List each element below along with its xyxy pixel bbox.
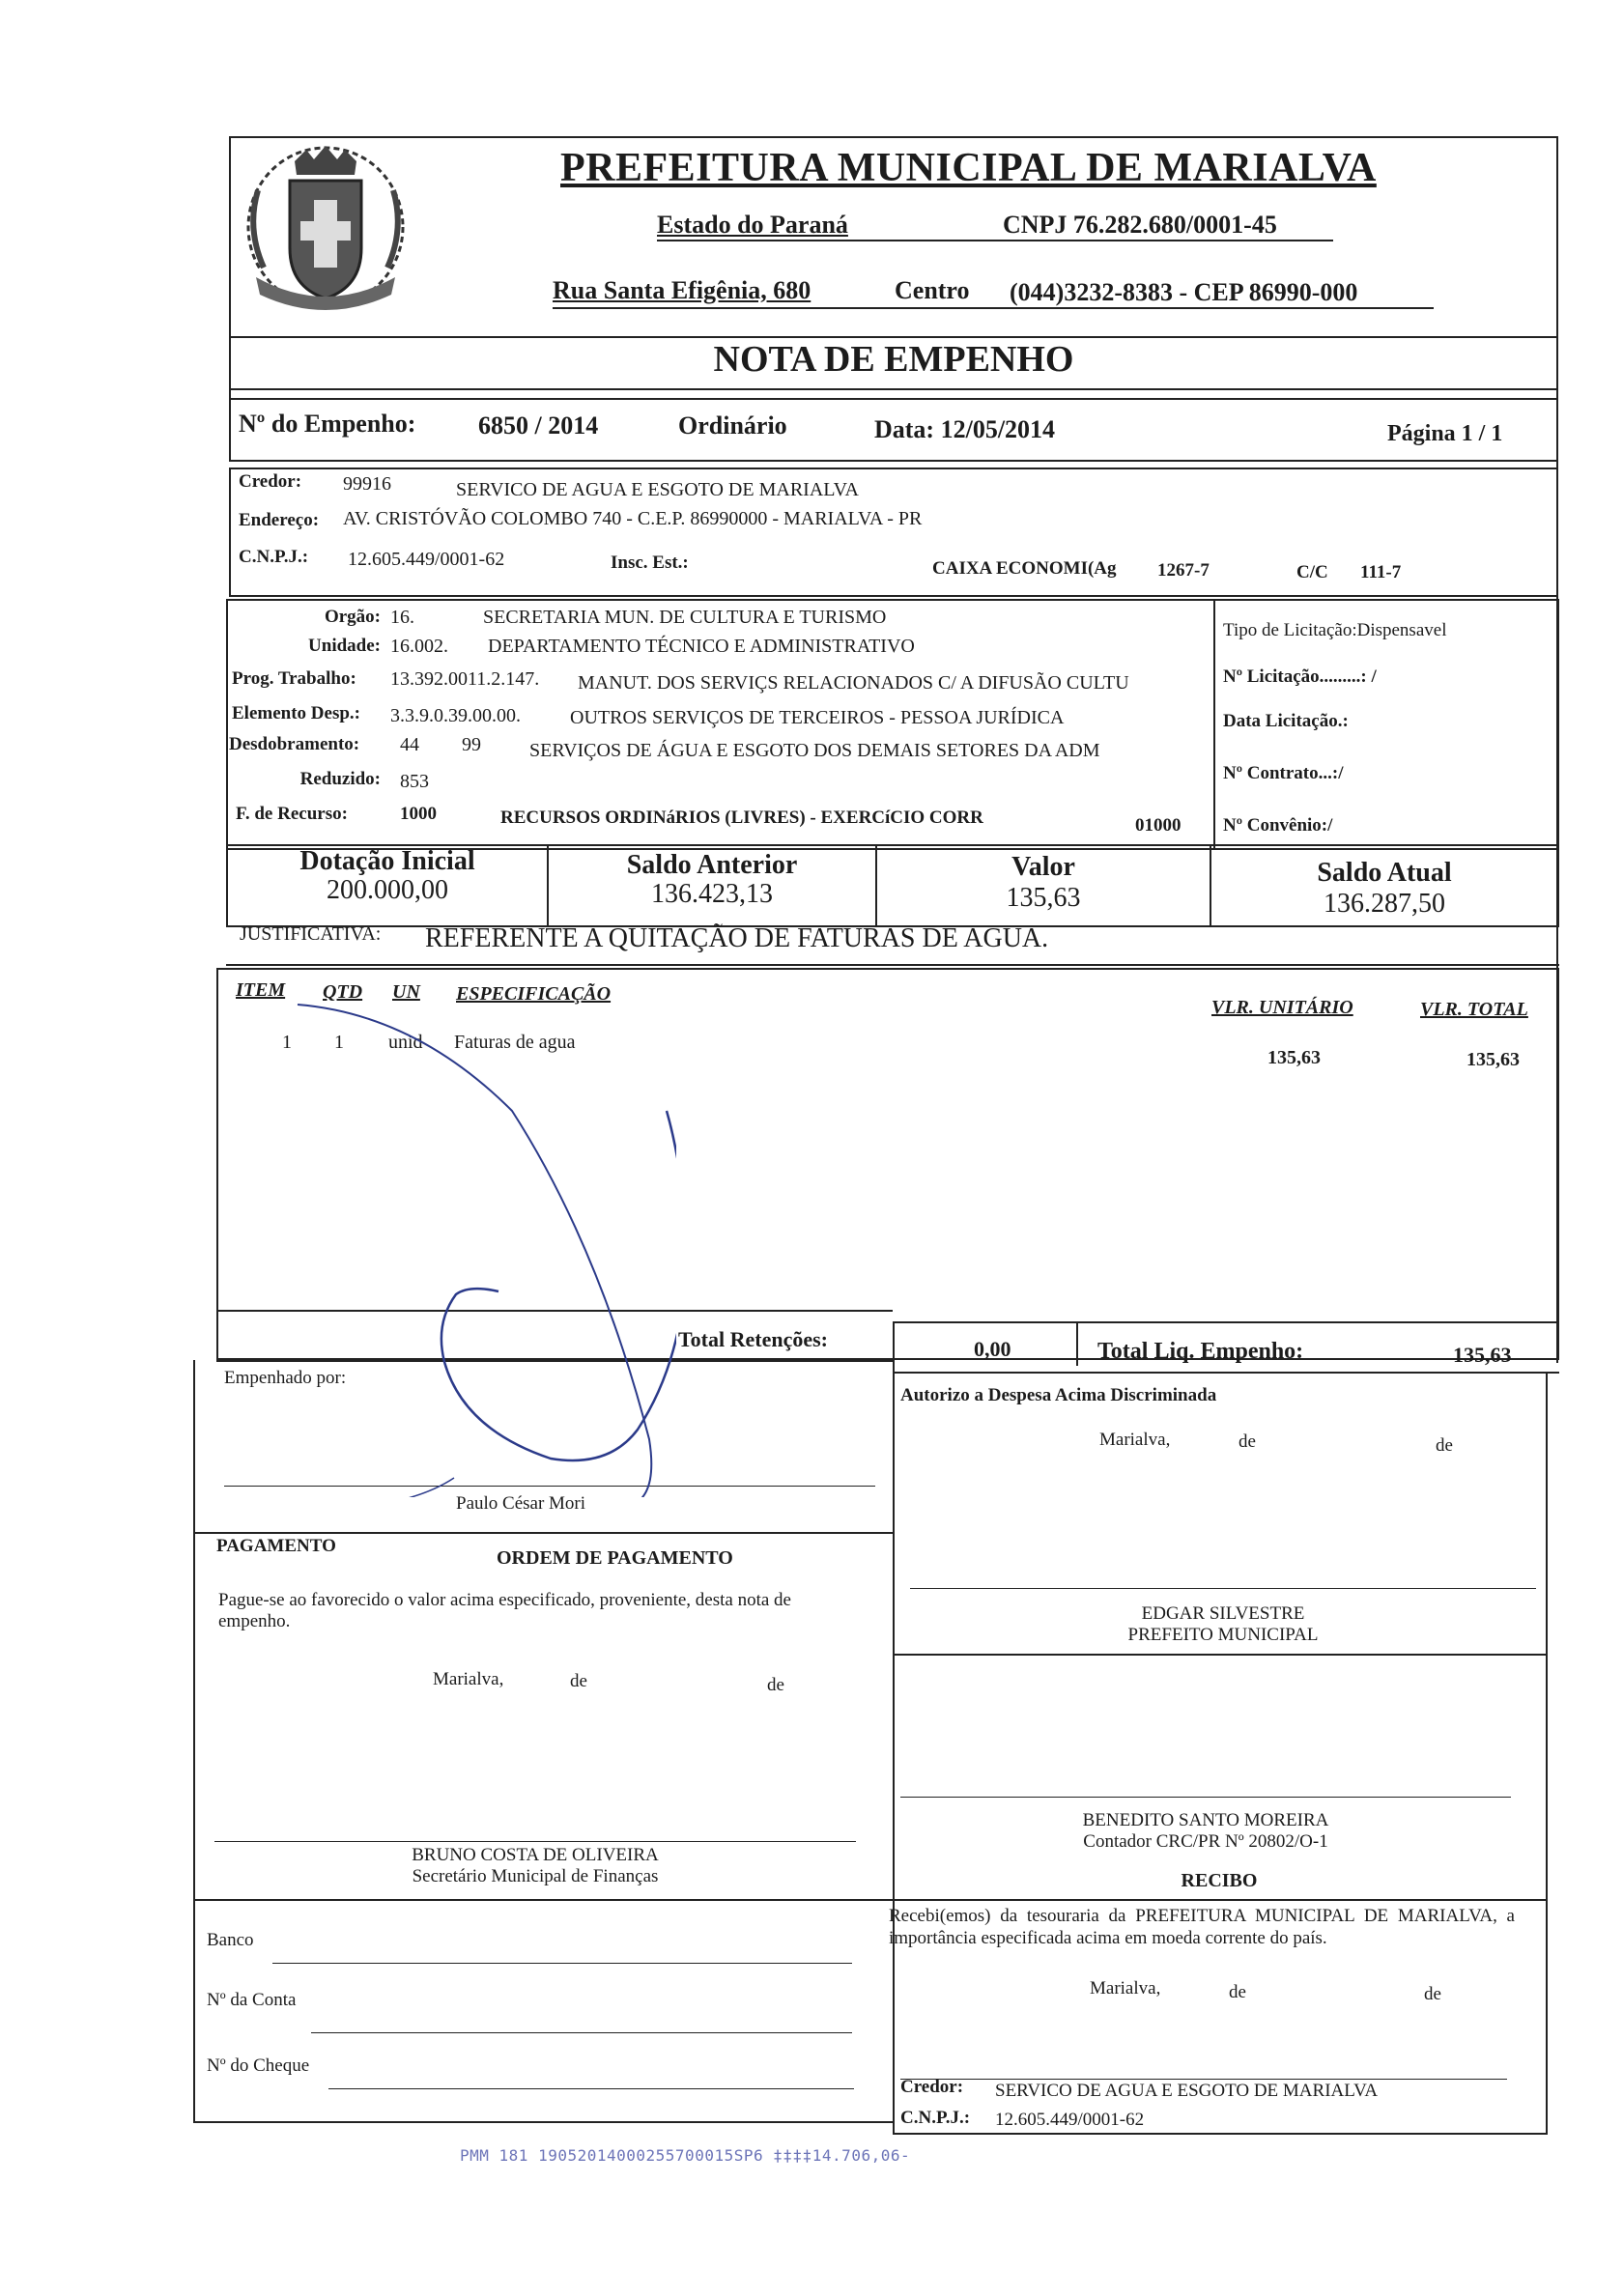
receipt-credor-name: SERVICO DE AGUA E ESGOTO DE MARIALVA (995, 2081, 1379, 2101)
lower-left-edge (193, 1360, 195, 2123)
lower-bottom-right (893, 2133, 1548, 2135)
justificativa-label: JUSTIFICATIVA: (240, 923, 382, 945)
receipt-credor-label: Credor: (900, 2077, 964, 2097)
payment-city: Marialva, (433, 1669, 504, 1689)
saldo-anterior-value: 136.423,13 (651, 879, 773, 909)
creditor-frame (229, 468, 1558, 597)
valor-label: Valor (1011, 852, 1075, 882)
recurso-label: F. de Recurso: (236, 804, 348, 824)
credor-code: 99916 (343, 473, 391, 495)
table-row-un: unid (388, 1032, 423, 1053)
prog-code: 13.392.0011.2.147. (390, 668, 540, 690)
municipality-title: PREFEITURA MUNICIPAL DE MARIALVA (560, 146, 1377, 190)
desdobramento-name: SERVIÇOS DE ÁGUA E ESGOTO DOS DEMAIS SETORES DA ADM (529, 740, 1100, 761)
secretary-title: Secretário Municipal de Finanças (412, 1866, 659, 1886)
dotacao-label: Dotação Inicial (299, 846, 475, 876)
receipt-city: Marialva, (1090, 1978, 1161, 1998)
prefeito-bottom-divider (893, 1654, 1548, 1656)
banco-label: Banco (207, 1930, 254, 1950)
col-unit-value: VLR. UNITÁRIO (1211, 997, 1353, 1018)
totals-sep-2 (1076, 1323, 1078, 1366)
totals-bottom-right (893, 1372, 1559, 1374)
creditor-cnpj: 12.605.449/0001-62 (348, 549, 505, 570)
prefeito-signature-line (910, 1588, 1536, 1589)
num-licitacao: Nº Licitação.........: / (1223, 666, 1377, 687)
secretary-name: BRUNO COSTA DE OLIVEIRA (412, 1845, 659, 1865)
credor-label: Credor: (239, 471, 302, 492)
saldo-atual-value: 136.287,50 (1324, 889, 1445, 919)
budget-divider (1213, 599, 1215, 850)
recurso-code: 1000 (400, 804, 437, 824)
prefeito-name: EDGAR SILVESTRE (1141, 1603, 1305, 1624)
table-row-unit: 135,63 (1267, 1047, 1321, 1068)
contador-signature-line (900, 1797, 1511, 1798)
credor-name: SERVICO DE AGUA E ESGOTO DE MARIALVA (456, 479, 859, 500)
receipt-text: Recebi(emos) da tesouraria da PREFEITURA MUNICIPAL DE MARIALVA, a importância especificada acima em moeda corrente do país. (889, 1906, 1515, 1948)
coat-of-arms-logo (237, 132, 415, 316)
autorizo-text: Autorizo a Despesa Acima Discriminada (900, 1385, 1217, 1405)
retencoes-value: 0,00 (974, 1337, 1011, 1361)
address-underline (553, 307, 1434, 309)
empenhado-name: Paulo César Mori (456, 1493, 586, 1514)
payment-de-2: de (767, 1675, 784, 1695)
cnpj-label: C.N.P.J.: (239, 547, 309, 567)
payment-section-label: PAGAMENTO (216, 1536, 336, 1556)
empenho-type: Ordinário (678, 411, 787, 439)
creditor-address: AV. CRISTÓVÃO COLOMBO 740 - C.E.P. 86990000 - MARIALVA - PR (343, 508, 923, 529)
prefeito-title: PREFEITO MUNICIPAL (1127, 1625, 1319, 1645)
elemento-code: 3.3.9.0.39.00.00. (390, 705, 521, 726)
bank-agency: 1267-7 (1157, 560, 1210, 581)
address-label: Endereço: (239, 510, 320, 530)
cnpj-header: CNPJ 76.282.680/0001-45 (1003, 211, 1277, 239)
unidade-code: 16.002. (390, 636, 448, 657)
col-specification: ESPECIFICAÇÃO (456, 983, 612, 1005)
conta-label: Nº da Conta (207, 1990, 297, 2010)
elemento-label: Elemento Desp.: (232, 703, 360, 723)
payment-order-text: Pague-se ao favorecido o valor acima especificado, proveniente, desta nota de empenho. (218, 1590, 791, 1631)
document-title: NOTA DE EMPENHO (713, 339, 1074, 380)
conta-input-line[interactable] (311, 2032, 852, 2033)
cheque-input-line[interactable] (328, 2088, 854, 2089)
banco-input-line[interactable] (272, 1963, 852, 1964)
unidade-label: Unidade: (308, 636, 381, 656)
recurso-extra: 01000 (1135, 815, 1182, 836)
orgao-label: Orgão: (324, 607, 381, 627)
table-row-qtd: 1 (334, 1032, 344, 1053)
receipt-divider (893, 1899, 1548, 1901)
col-qtd: QTD (323, 981, 363, 1003)
contador-title: Contador CRC/PR Nº 20802/O-1 (1083, 1831, 1328, 1852)
page-number: Página 1 / 1 (1387, 421, 1503, 446)
empenhado-label: Empenhado por: (224, 1368, 347, 1388)
state-label: Estado do Paraná (657, 211, 848, 239)
table-row-item: 1 (282, 1032, 292, 1053)
street-address: Rua Santa Efigênia, 680 (553, 276, 812, 304)
bank-account: 111-7 (1360, 562, 1402, 582)
autorizo-de-2: de (1436, 1435, 1453, 1456)
data-licitacao: Data Licitação.: (1223, 711, 1349, 731)
autorizo-de-1: de (1239, 1431, 1256, 1452)
bank-name: CAIXA ECONOMI(Ag (932, 558, 1117, 579)
unidade-name: DEPARTAMENTO TÉCNICO E ADMINISTRATIVO (488, 636, 915, 657)
lower-right-edge (1546, 1372, 1548, 2135)
tipo-licitacao: Tipo de Licitação:Dispensavel (1223, 620, 1447, 640)
dotacao-value: 200.000,00 (327, 875, 448, 905)
recurso-name: RECURSOS ORDINáRIOS (LIVRES) - EXERCíCIO CORR (500, 808, 983, 828)
reduzido-value: 853 (400, 771, 429, 792)
justificativa-text: REFERENTE A QUITAÇÃO DE FATURAS DE AGUA. (425, 923, 1049, 953)
autorizo-city: Marialva, (1099, 1430, 1171, 1450)
empenho-date: Data: 12/05/2014 (874, 415, 1056, 443)
handwritten-signature (290, 860, 676, 1497)
payment-divider-top (193, 1532, 893, 1534)
table-row-spec: Faturas de agua (454, 1032, 576, 1053)
liquido-label: Total Liq. Empenho: (1097, 1339, 1304, 1364)
insc-label: Insc. Est.: (611, 553, 689, 573)
payment-order-title: ORDEM DE PAGAMENTO (497, 1547, 733, 1569)
lower-bottom-left (193, 2121, 893, 2123)
frame-top (229, 136, 1558, 138)
empenho-number-label: Nº do Empenho: (239, 410, 416, 438)
prog-name: MANUT. DOS SERVIÇS RELACIONADOS C/ A DIFUSÃO CULTU (578, 672, 1129, 694)
cheque-label: Nº do Cheque (207, 2055, 310, 2076)
col-item: ITEM (236, 979, 286, 1001)
orgao-code: 16. (390, 607, 414, 628)
receipt-title: RECIBO (1181, 1870, 1258, 1891)
orgao-name: SECRETARIA MUN. DE CULTURA E TURISMO (483, 607, 887, 628)
retencoes-label: Total Retenções: (678, 1327, 828, 1351)
num-convenio: Nº Convênio:/ (1223, 815, 1333, 836)
receipt-de-2: de (1424, 1984, 1441, 2004)
contador-name: BENEDITO SANTO MOREIRA (1082, 1810, 1329, 1830)
banking-divider (193, 1899, 893, 1901)
table-row-total: 135,63 (1466, 1049, 1520, 1070)
receipt-signature-line (900, 2079, 1507, 2080)
totals-top-right (893, 1321, 1559, 1323)
cc-label: C/C (1296, 562, 1328, 582)
receipt-cnpj-label: C.N.P.J.: (900, 2108, 971, 2128)
num-contrato: Nº Contrato...:/ (1223, 763, 1344, 783)
saldo-atual-label: Saldo Atual (1317, 858, 1452, 888)
elemento-name: OUTROS SERVIÇOS DE TERCEIROS - PESSOA JURÍDICA (570, 707, 1065, 728)
divider-title-bottom (229, 388, 1558, 390)
desdobramento-label: Desdobramento: (229, 734, 360, 754)
footer-auth-code: PMM 181 19052014000255700015SP6 ‡‡‡‡14.706,06- (460, 2146, 911, 2165)
prog-label: Prog. Trabalho: (232, 668, 356, 689)
lower-vertical-divider (893, 1372, 895, 2135)
phone-cep: (044)3232-8383 - CEP 86990-000 (1010, 278, 1358, 306)
desdobramento-code: 44 (400, 734, 419, 755)
state-underline (657, 240, 1333, 241)
receipt-de-1: de (1229, 1982, 1246, 2002)
district: Centro (895, 276, 970, 304)
empenho-number: 6850 / 2014 (478, 411, 599, 439)
liquido-value: 135,63 (1453, 1343, 1512, 1367)
col-un: UN (392, 981, 420, 1003)
valor-value: 135,63 (1006, 883, 1081, 913)
receipt-cnpj: 12.605.449/0001-62 (995, 2110, 1145, 2130)
totals-sep-1 (893, 1321, 895, 1372)
saldo-anterior-label: Saldo Anterior (626, 850, 798, 880)
desdobramento-sub: 99 (462, 734, 481, 755)
secretary-signature-line (214, 1841, 856, 1842)
col-total-value: VLR. TOTAL (1420, 999, 1528, 1020)
payment-de-1: de (570, 1671, 587, 1691)
reduzido-label: Reduzido: (299, 769, 381, 789)
